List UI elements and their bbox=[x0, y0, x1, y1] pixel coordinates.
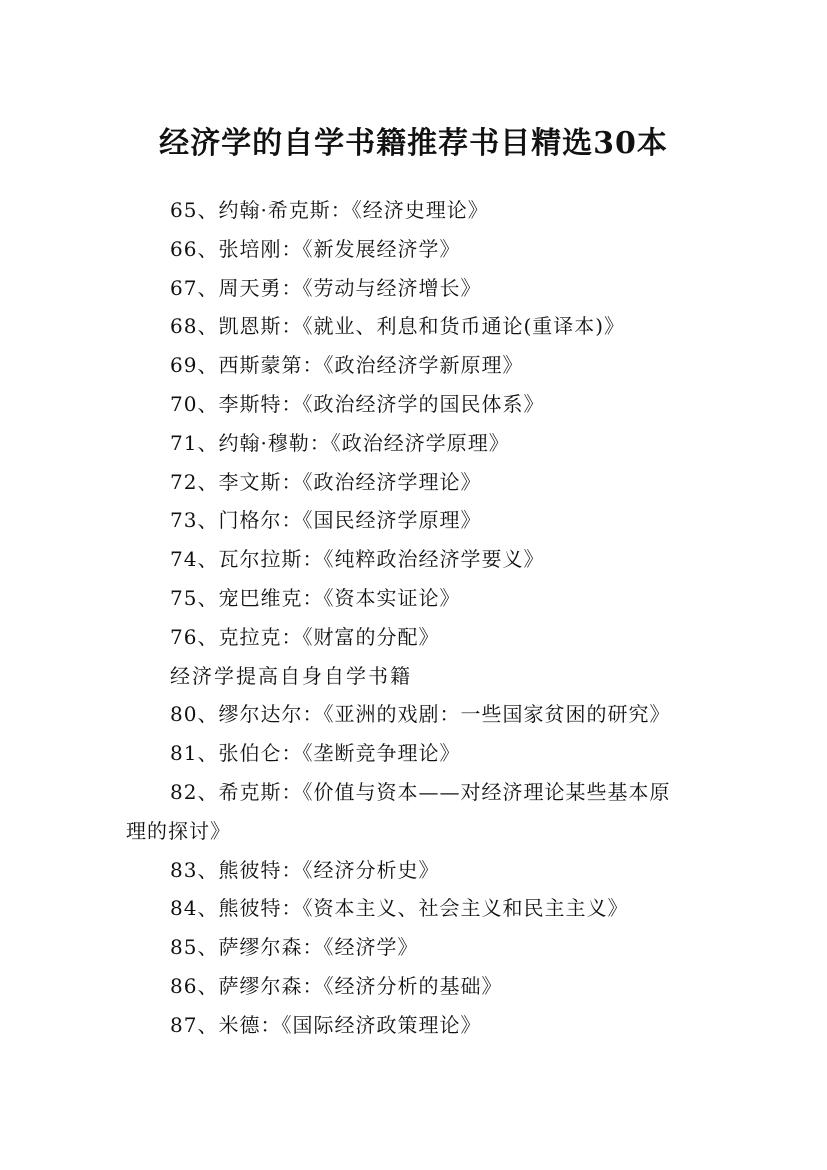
list-item: 80、缪尔达尔：《亚洲的戏剧：一些国家贫困的研究》 bbox=[170, 702, 671, 727]
list-item: 67、周天勇：《劳动与经济增长》 bbox=[170, 275, 482, 300]
list-item: 83、熊彼特：《经济分析史》 bbox=[170, 857, 440, 882]
list-item-wrapped bbox=[0, 773, 827, 851]
list-item: 81、张伯仑：《垄断竞争理论》 bbox=[170, 741, 461, 766]
list-item-line-2: 理的探讨》 bbox=[126, 818, 231, 843]
list-item: 75、宠巴维克：《资本实证论》 bbox=[170, 585, 461, 610]
list-item: 73、门格尔：《国民经济学原理》 bbox=[170, 508, 482, 533]
book-list bbox=[0, 191, 827, 1045]
list-item-line-1: 82、希克斯：《价值与资本——对经济理论某些基本原 bbox=[170, 779, 671, 804]
list-item: 76、克拉克：《财富的分配》 bbox=[170, 624, 440, 649]
section-heading: 经济学提高自身自学书籍 bbox=[170, 663, 412, 688]
list-item: 71、约翰·穆勒：《政治经济学原理》 bbox=[170, 430, 510, 455]
list-item: 68、凯恩斯：《就业、利息和货币通论(重译本)》 bbox=[170, 314, 626, 339]
list-item: 86、萨缪尔森：《经济分析的基础》 bbox=[170, 973, 503, 998]
page-title: 经济学的自学书籍推荐书目精选30本 bbox=[159, 126, 668, 162]
list-item: 66、张培刚：《新发展经济学》 bbox=[170, 236, 461, 261]
list-item: 65、约翰·希克斯：《经济史理论》 bbox=[170, 198, 489, 222]
list-item: 72、李文斯：《政治经济学理论》 bbox=[170, 469, 482, 494]
list-item: 84、熊彼特：《资本主义、社会主义和民主主义》 bbox=[170, 896, 629, 921]
list-item: 85、萨缪尔森：《经济学》 bbox=[170, 935, 419, 960]
list-item: 69、西斯蒙第：《政治经济学新原理》 bbox=[170, 353, 524, 378]
list-item: 74、瓦尔拉斯：《纯粹政治经济学要义》 bbox=[170, 547, 545, 572]
list-item: 87、米德：《国际经济政策理论》 bbox=[170, 1012, 482, 1037]
list-item: 70、李斯特：《政治经济学的国民体系》 bbox=[170, 391, 545, 416]
